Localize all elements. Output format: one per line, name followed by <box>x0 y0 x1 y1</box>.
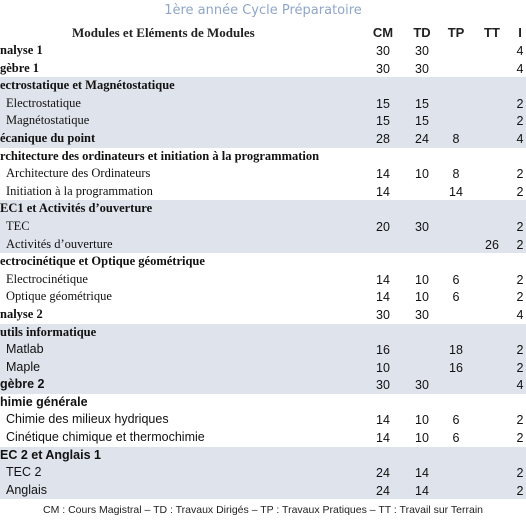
cell-last: 2 <box>516 360 524 375</box>
cell-td: 30 <box>415 44 429 58</box>
row-label: Anglais <box>6 482 47 497</box>
cell-tp: 8 <box>452 131 460 146</box>
cell-cm: 30 <box>376 307 390 322</box>
cell-td: 10 <box>415 272 429 287</box>
cell-cm: 30 <box>376 378 390 393</box>
legend-footer: CM : Cours Magistral – TD : Travaux Dirigés – TP : Travaux Pratiques – TT : Travail sur Terrain <box>43 504 483 516</box>
cell-td: 14 <box>415 466 429 481</box>
cell-cm: 30 <box>376 61 390 76</box>
row-label: Chimie des milieux hydriques <box>6 412 169 427</box>
row-label: gèbre 1 <box>0 60 39 75</box>
table-row <box>0 447 526 465</box>
cell-last: 4 <box>516 61 524 76</box>
header-td: TD <box>413 25 431 40</box>
cell-last: 2 <box>516 413 524 428</box>
row-label: Maple <box>6 359 41 374</box>
cell-last: 2 <box>516 272 524 287</box>
table-row <box>0 148 526 166</box>
cell-cm: 20 <box>376 219 390 234</box>
table-row <box>0 130 526 148</box>
cell-td: 10 <box>415 167 429 182</box>
row-label: himie générale <box>0 394 88 409</box>
table-row <box>0 200 526 218</box>
cell-cm: 30 <box>376 44 390 58</box>
row-label: Cinétique chimique et thermochimie <box>6 430 205 445</box>
table-row <box>0 60 526 78</box>
table-row <box>0 429 526 447</box>
table-row <box>0 464 526 482</box>
row-label: ectrostatique et Magnétostatique <box>0 78 175 93</box>
table-row <box>0 183 526 201</box>
row-label: utils informatique <box>0 324 97 339</box>
row-label: Magnétostatique <box>6 113 90 128</box>
cell-td: 14 <box>415 483 429 498</box>
cell-tt: 26 <box>485 237 499 252</box>
cell-cm: 14 <box>376 167 390 182</box>
cell-td: 15 <box>415 114 429 129</box>
row-label: TEC 2 <box>6 465 42 480</box>
row-label: TEC <box>6 218 30 233</box>
row-label: Architecture des Ordinateurs <box>6 166 151 181</box>
table-row <box>0 165 526 183</box>
table-row <box>0 218 526 236</box>
cell-td: 15 <box>415 96 429 111</box>
table-row <box>0 271 526 289</box>
cell-cm: 14 <box>376 184 390 199</box>
cell-last: 2 <box>516 290 524 305</box>
cell-td: 30 <box>415 378 429 393</box>
table-row <box>0 288 526 306</box>
row-label: ectrocinétique et Optique géométrique <box>0 254 205 269</box>
table-row <box>0 236 526 254</box>
cell-tp: 6 <box>452 272 460 287</box>
row-label: EC1 et Activités d’ouverture <box>0 201 153 216</box>
cell-cm: 14 <box>376 290 390 305</box>
cell-last: 2 <box>516 96 524 111</box>
cell-cm: 10 <box>376 360 390 375</box>
cell-cm: 16 <box>376 343 390 358</box>
row-label: rchitecture des ordinateurs et initiation à la programmation <box>0 148 320 163</box>
header-last: I <box>518 25 522 40</box>
cell-cm: 28 <box>376 131 390 146</box>
table-row <box>0 482 526 500</box>
cell-last: 2 <box>516 343 524 358</box>
cell-tp: 6 <box>452 413 460 428</box>
cell-last: 4 <box>516 131 524 146</box>
cell-tp: 6 <box>452 290 460 305</box>
cell-last: 2 <box>516 167 524 182</box>
row-label: nalyse 2 <box>0 306 43 321</box>
cell-cm: 14 <box>376 272 390 287</box>
cell-tp: 18 <box>449 343 463 358</box>
row-label: écanique du point <box>0 130 96 145</box>
cell-last: 2 <box>516 184 524 199</box>
cell-last: 2 <box>516 237 524 252</box>
cell-last: 4 <box>516 44 524 58</box>
page-title: 1ère année Cycle Préparatoire <box>164 3 362 18</box>
cell-td: 24 <box>415 131 429 146</box>
cell-last: 4 <box>516 378 524 393</box>
table-row <box>0 95 526 113</box>
cell-last: 2 <box>516 114 524 129</box>
row-label: EC 2 et Anglais 1 <box>0 447 101 462</box>
row-label: Matlab <box>6 342 44 357</box>
header-tp: TP <box>447 25 465 40</box>
table-row <box>0 112 526 130</box>
row-label: Activités d’ouverture <box>6 236 113 251</box>
cell-tp: 8 <box>452 167 460 182</box>
row-label: Electrocinétique <box>6 271 88 286</box>
table-row <box>0 359 526 377</box>
cell-cm: 15 <box>376 114 390 129</box>
cell-tp: 14 <box>449 184 463 199</box>
cell-td: 10 <box>415 413 429 428</box>
header-modules: Modules et Eléments de Modules <box>72 25 255 40</box>
cell-td: 30 <box>415 219 429 234</box>
table-row <box>0 411 526 429</box>
cell-td: 10 <box>415 290 429 305</box>
cell-last: 2 <box>516 483 524 498</box>
row-label: nalyse 1 <box>0 43 43 57</box>
cell-last: 2 <box>516 431 524 446</box>
cell-td: 30 <box>415 61 429 76</box>
row-label: Electrostatique <box>6 95 81 110</box>
table-row <box>0 394 526 412</box>
cell-last: 4 <box>516 307 524 322</box>
cell-td: 30 <box>415 307 429 322</box>
cell-tp: 6 <box>452 431 460 446</box>
row-label: Initiation à la programmation <box>6 183 153 198</box>
table-row <box>0 42 526 60</box>
cell-cm: 24 <box>376 466 390 481</box>
cell-cm: 24 <box>376 483 390 498</box>
table-header <box>0 23 526 42</box>
table-row <box>0 324 526 342</box>
table-row <box>0 306 526 324</box>
header-cm: CM <box>372 25 394 40</box>
modules-table <box>0 42 526 499</box>
table-row <box>0 341 526 359</box>
header-tt: TT <box>484 25 500 40</box>
row-label: Optique géométrique <box>6 289 112 304</box>
cell-td: 10 <box>415 431 429 446</box>
table-row <box>0 253 526 271</box>
cell-cm: 14 <box>376 431 390 446</box>
cell-tp: 16 <box>449 360 463 375</box>
table-row <box>0 376 526 394</box>
cell-last: 2 <box>516 466 524 481</box>
row-label: gèbre 2 <box>0 377 45 392</box>
cell-cm: 15 <box>376 96 390 111</box>
cell-last: 2 <box>516 219 524 234</box>
cell-cm: 14 <box>376 413 390 428</box>
table-row <box>0 77 526 95</box>
